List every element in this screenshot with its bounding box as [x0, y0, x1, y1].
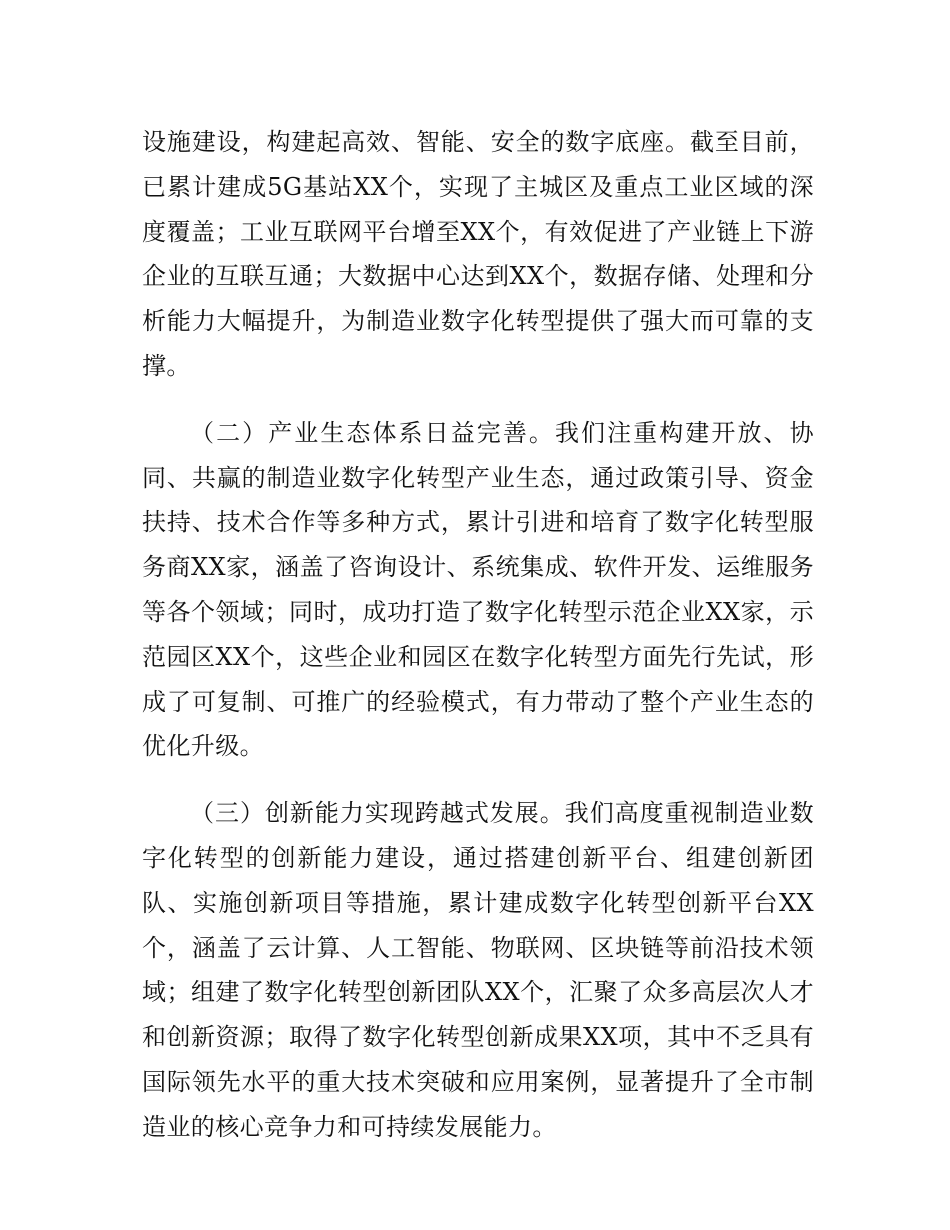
paragraph-industry-ecosystem: （二）产业生态体系日益完善。我们注重构建开放、协同、共赢的制造业数字化转型产业生态，通过政策引导、资金扶持、技术合作等多种方式，累计引进和培育了数字化转型服务商XX家，涵盖了咨询设计、系统集成、软件开发、运维服务等各个领域；同时，成功打造了数字化转型示范企业XX家，示范园区XX个，这些企业和园区在数字化转型方面先行先试，形成了可复制、可推广的经验模式，有力带动了整个产业生态的优化升级。: [142, 418, 814, 761]
document-body: [142, 120, 814, 1172]
paragraph-infrastructure: 设施建设，构建起高效、智能、安全的数字底座。截至目前，已累计建成5G基站XX个，实现了主城区及重点工业区域的深度覆盖；工业互联网平台增至XX个，有效促进了产业链上下游企业的互联互通；大数据中心达到XX个，数据存储、处理和分析能力大幅提升，为制造业数字化转型提供了强大而可靠的支撑。: [142, 128, 814, 380]
paragraph-innovation-capability: （三）创新能力实现跨越式发展。我们高度重视制造业数字化转型的创新能力建设，通过搭建创新平台、组建创新团队、实施创新项目等措施，累计建成数字化转型创新平台XX个，涵盖了云计算、人工智能、物联网、区块链等前沿技术领域；组建了数字化转型创新团队XX个，汇聚了众多高层次人才和创新资源；取得了数字化转型创新成果XX项，其中不乏具有国际领先水平的重大技术突破和应用案例，显著提升了全市制造业的核心竞争力和可持续发展能力。: [142, 799, 814, 1141]
